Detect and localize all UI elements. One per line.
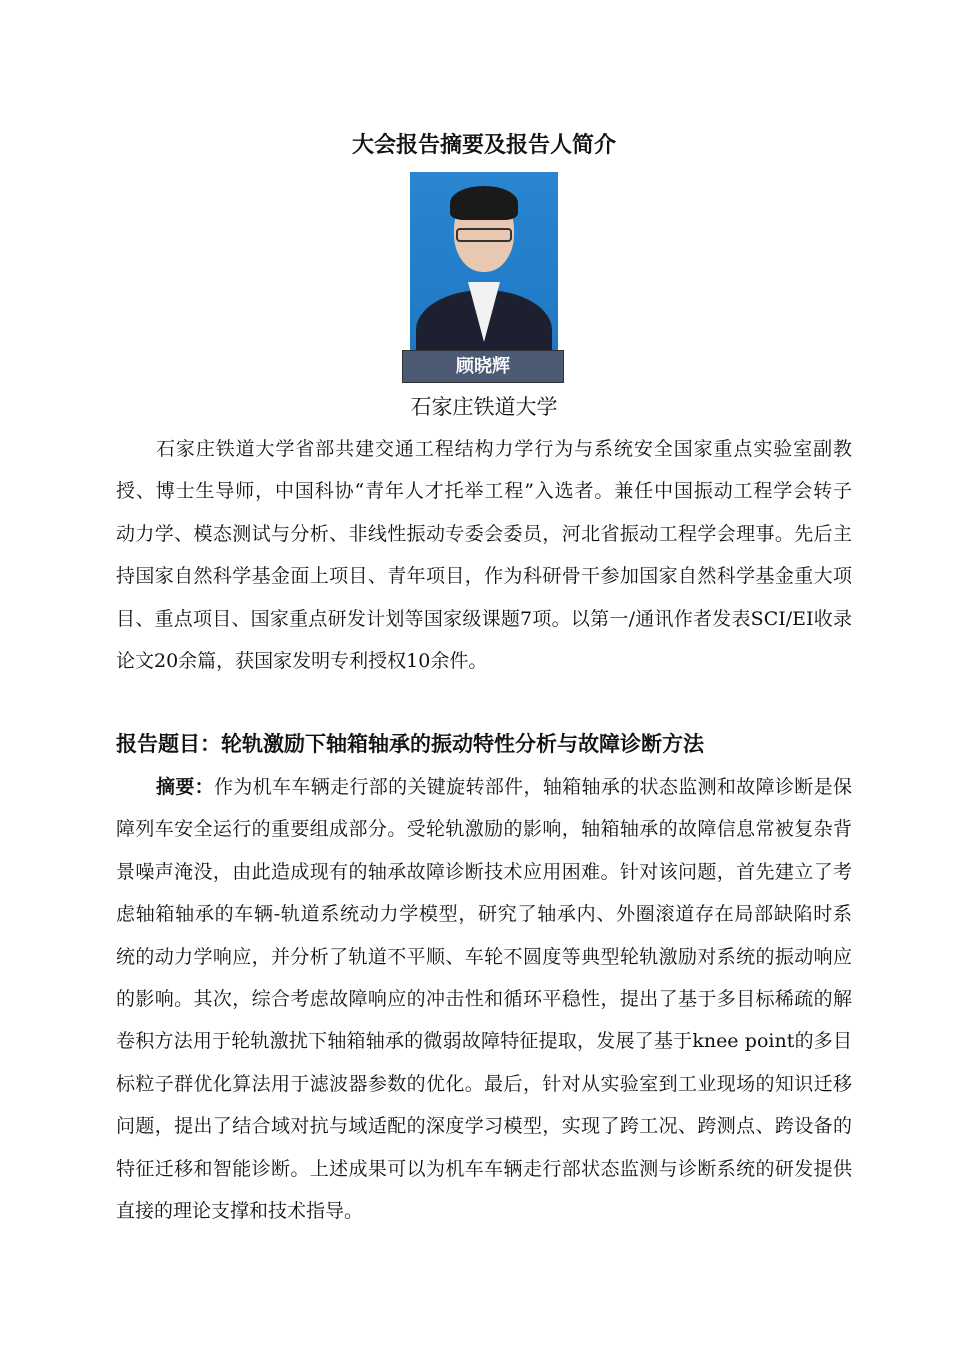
bio-line: 动力学、模态测试与分析、非线性振动专委会委员，河北省振动工程学会理事。先后主 bbox=[116, 522, 852, 545]
page-title: 大会报告摘要及报告人简介 bbox=[351, 132, 616, 158]
abstract-line: 统的动力学响应，并分析了轨道不平顺、车轮不圆度等典型轮轨激励对系统的振动响应 bbox=[116, 945, 852, 968]
abstract-line: 问题，提出了结合域对抗与域适配的深度学习模型，实现了跨工况、跨测点、跨设备的 bbox=[116, 1115, 852, 1138]
speaker-institution: 石家庄铁道大学 bbox=[410, 395, 558, 419]
abstract-line: 障列车安全运行的重要组成部分。受轮轨激励的影响，轴箱轴承的故障信息常被复杂背 bbox=[116, 818, 852, 841]
bio-line: 目、重点项目、国家重点研发计划等国家级课题7项。以第一/通讯作者发表SCI/EI收录 bbox=[116, 607, 852, 630]
abstract-line: 标粒子群优化算法用于滤波器参数的优化。最后，针对从实验室到工业现场的知识迁移 bbox=[116, 1072, 852, 1095]
bio-line: 授、博士生导师，中国科协“青年人才托举工程”入选者。兼任中国振动工程学会转子 bbox=[116, 480, 852, 503]
bio-line: 论文20余篇，获国家发明专利授权10余件。 bbox=[116, 649, 488, 672]
speaker-bio bbox=[116, 428, 852, 682]
abstract-line: 景噪声淹没，由此造成现有的轴承故障诊断技术应用困难。针对该问题，首先建立了考 bbox=[116, 860, 852, 883]
speaker-name: 顾晓辉 bbox=[402, 350, 564, 383]
photo-glasses bbox=[456, 228, 512, 242]
abstract-line: 的影响。其次，综合考虑故障响应的冲击性和循环平稳性，提出了基于多目标稀疏的解 bbox=[116, 987, 852, 1010]
photo-hair bbox=[450, 186, 518, 220]
abstract bbox=[116, 766, 852, 1232]
abstract-line: 卷积方法用于轮轨激扰下轴箱轴承的微弱故障特征提取，发展了基于knee point的多目 bbox=[116, 1030, 852, 1053]
abstract-line: 虑轴箱轴承的车辆-轨道系统动力学模型，研究了轴承内、外圈滚道存在局部缺陷时系 bbox=[116, 903, 852, 926]
abstract-line: 直接的理论支撑和技术指导。 bbox=[116, 1199, 364, 1222]
bio-line: 持国家自然科学基金面上项目、青年项目，作为科研骨干参加国家自然科学基金重大项 bbox=[116, 565, 852, 588]
abstract-line: 特征迁移和智能诊断。上述成果可以为机车车辆走行部状态监测与诊断系统的研发提供 bbox=[116, 1157, 852, 1180]
report-title: 报告题目：轮轨激励下轴箱轴承的振动特性分析与故障诊断方法 bbox=[116, 731, 704, 756]
abstract-label: 摘要： bbox=[156, 776, 215, 798]
abstract-text: 作为机车车辆走行部的关键旋转部件，轴箱轴承的状态监测和故障诊断是保 bbox=[214, 776, 852, 798]
speaker-photo bbox=[410, 172, 558, 352]
abstract-line bbox=[116, 766, 852, 808]
bio-line: 石家庄铁道大学省部共建交通工程结构力学行为与系统安全国家重点实验室副教 bbox=[156, 438, 852, 460]
